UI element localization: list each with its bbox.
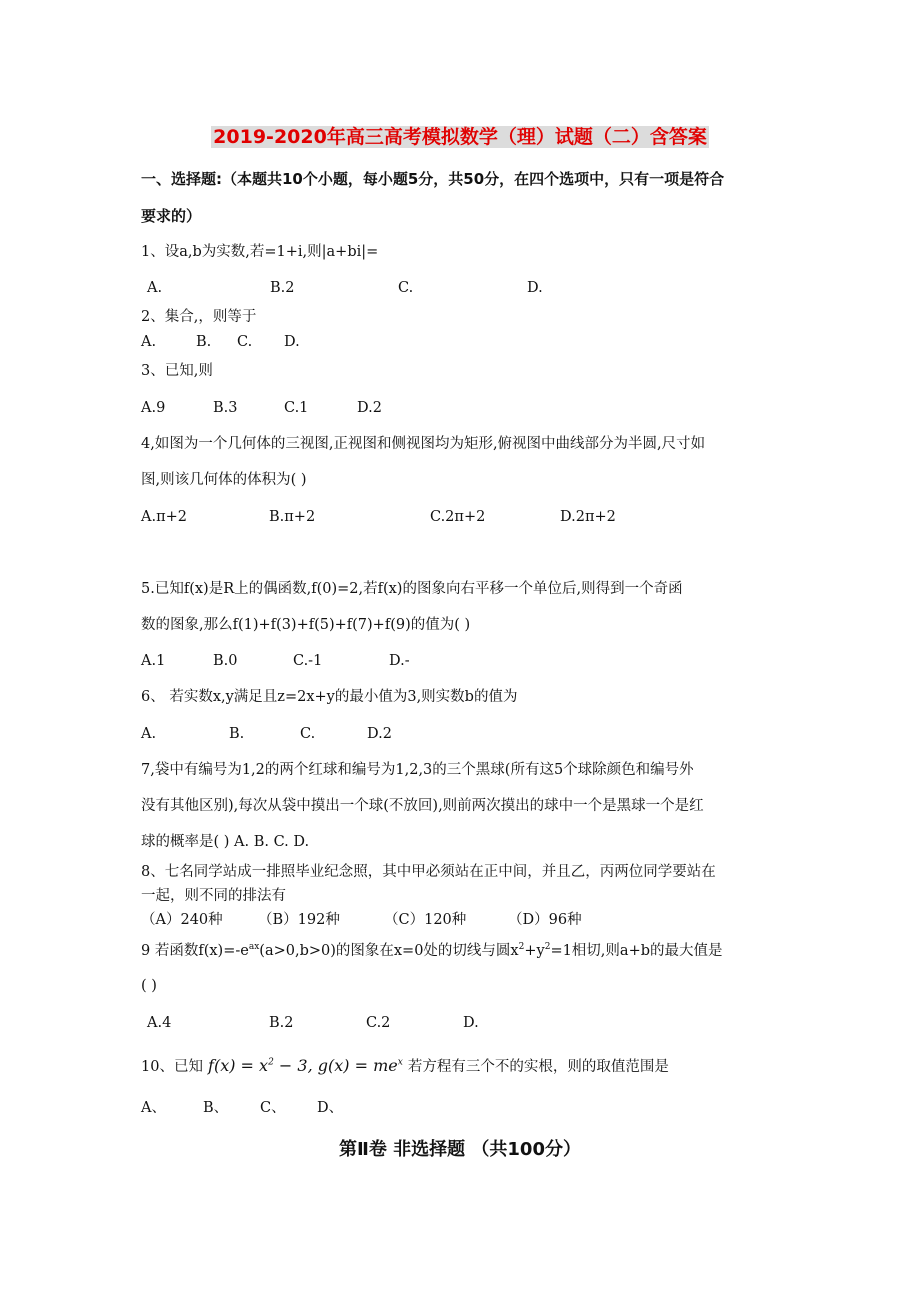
q9-option-a: A.4 (147, 1015, 172, 1031)
q2-option-b: B. (196, 334, 212, 350)
question-5-line2: 数的图象,那么f(1)+f(3)+f(5)+f(7)+f(9)的值为( ) (141, 617, 471, 633)
question-5-line1: 5.已知f(x)是R上的偶函数,f(0)=2,若f(x)的图象向右平移一个单位后,则得到一个奇函 (141, 581, 683, 597)
q10-option-b: B、 (203, 1100, 229, 1116)
q1-option-b: B.2 (270, 280, 295, 296)
section-heading-line2: 要求的） (141, 207, 202, 225)
q4-option-d: D.2π+2 (560, 509, 616, 525)
question-1: 1、设a,b为实数,若=1+i,则|a+bi|= (141, 244, 379, 260)
q6-option-c: C. (300, 726, 316, 742)
q2-option-a: A. (141, 334, 157, 350)
question-6: 6、 若实数x,y满足且z=2x+y的最小值为3,则实数b的值为 (141, 689, 518, 705)
q4-option-c: C.2π+2 (430, 509, 486, 525)
question-7-line3: 球的概率是( ) A. B. C. D. (141, 834, 310, 850)
q8-option-b: （B）192种 (258, 912, 340, 928)
q6-option-d: D.2 (367, 726, 392, 742)
question-10: 10、已知 $f(x) = x^2 - 3$, $g(x) = me^x$ 若方程有三个不的实根，则的取值范围是 (141, 1056, 669, 1075)
section-heading-line1: 一、选择题:（本题共10个小题，每小题5分，共50分，在四个选项中，只有一项是符合 (141, 170, 725, 188)
q10-option-a: A、 (141, 1100, 166, 1116)
question-3: 3、已知,则 (141, 363, 213, 379)
q3-option-b: B.3 (213, 400, 238, 416)
q4-option-b: B.π+2 (269, 509, 316, 525)
part-2-heading: 第Ⅱ卷 非选择题 （共100分） (339, 1139, 581, 1160)
q10-formula: $f(x) = x^2 - 3$, $g(x) = me^x$ (202, 1056, 403, 1075)
q8-option-d: （D）96种 (508, 912, 582, 928)
q5-option-a: A.1 (141, 653, 166, 669)
question-2: 2、集合,，则等于 (141, 309, 257, 325)
q10-option-c: C、 (260, 1100, 286, 1116)
question-9-line2: ( ) (141, 978, 157, 994)
q4-option-a: A.π+2 (141, 509, 187, 525)
q1-option-a: A. (147, 280, 163, 296)
q1-option-d: D. (527, 280, 543, 296)
q5-option-b: B.0 (213, 653, 238, 669)
question-4-line2: 图,则该几何体的体积为( ) (141, 472, 307, 488)
question-8-line1: 8、七名同学站成一排照毕业纪念照，其中甲必须站在正中间，并且乙，丙两位同学要站在 (141, 864, 716, 880)
q8-option-c: （C）120种 (384, 912, 467, 928)
q8-option-a: （A）240种 (141, 912, 223, 928)
q2-option-c: C. (237, 334, 253, 350)
question-7-line2: 没有其他区别),每次从袋中摸出一个球(不放回),则前两次摸出的球中一个是黑球一个是红 (141, 798, 704, 814)
question-9-line1: 9 若函数$f(x)=-e^{ax}(a>0,b>0)$的图象在x=0处的切线与圆$x^2+y^2=1$相切,则a+b的最大值是 (141, 942, 723, 959)
q3-option-d: D.2 (357, 400, 382, 416)
q9-option-b: B.2 (269, 1015, 294, 1031)
question-7-line1: 7,袋中有编号为1,2的两个红球和编号为1,2,3的三个黑球(所有这5个球除颜色和编号外 (141, 762, 694, 778)
question-4-line1: 4,如图为一个几何体的三视图,正视图和侧视图均为矩形,俯视图中曲线部分为半圆,尺寸如 (141, 436, 706, 452)
q2-option-d: D. (284, 334, 300, 350)
page-title: 2019-2020年高三高考模拟数学（理）试题（二）含答案 (213, 126, 707, 148)
q3-option-a: A.9 (141, 400, 166, 416)
q1-option-c: C. (398, 280, 414, 296)
question-8-line2: 一起，则不同的排法有 (141, 888, 286, 904)
q5-option-d: D.- (389, 653, 410, 669)
q10-option-d: D、 (317, 1100, 344, 1116)
q6-option-a: A. (141, 726, 157, 742)
q9-option-c: C.2 (366, 1015, 391, 1031)
q6-option-b: B. (229, 726, 245, 742)
q5-option-c: C.-1 (293, 653, 323, 669)
q9-option-d: D. (463, 1015, 479, 1031)
q3-option-c: C.1 (284, 400, 309, 416)
